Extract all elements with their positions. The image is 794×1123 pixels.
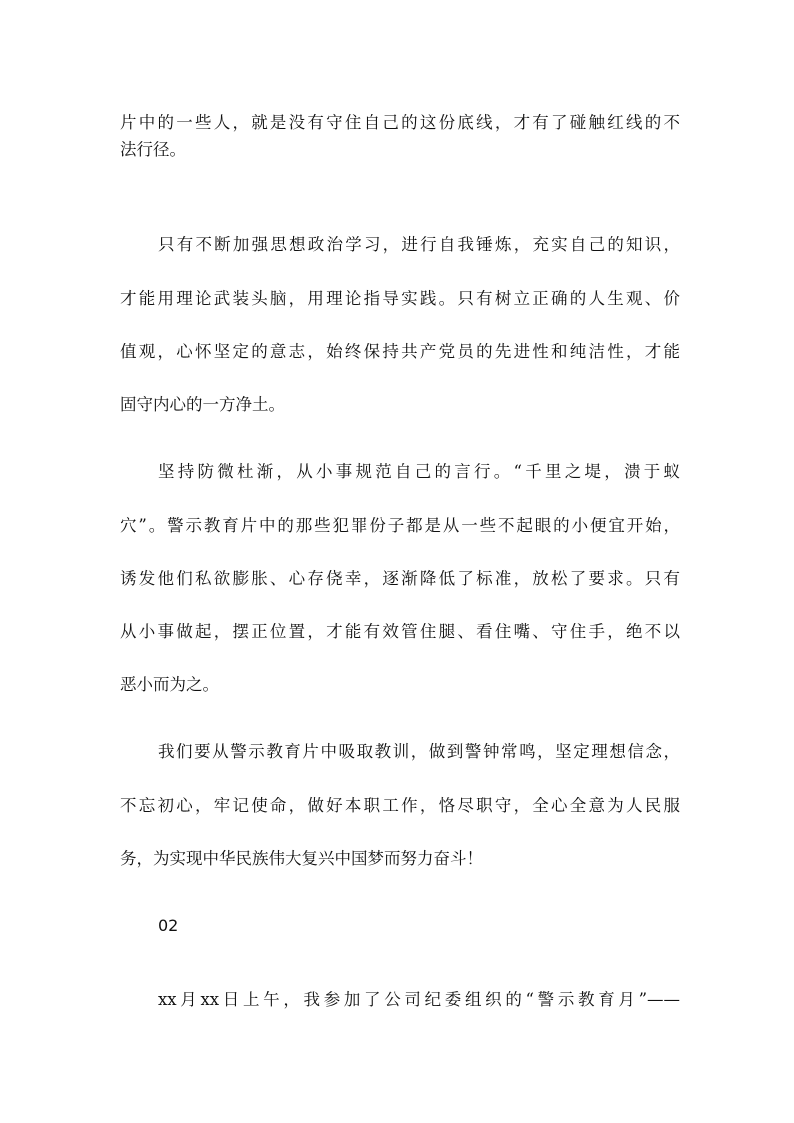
paragraph-1-line-1: 片中的一些人，就是没有守住自己的这份底线，才有了碰触红线的不	[120, 113, 680, 132]
paragraph-3-line-3: 诱发他们私欲膨胀、心存侥幸，逐渐降低了标准，放松了要求。只有	[120, 569, 680, 588]
paragraph-3-line-2: 穴”。警示教育片中的那些犯罪份子都是从一些不起眼的小便宜开始，	[120, 516, 680, 535]
paragraph-2-line-1: 只有不断加强思想政治学习，进行自我锤炼，充实自己的知识，	[158, 235, 680, 254]
paragraph-4-line-3: 务，为实现中华民族伟大复兴中国梦而努力奋斗！	[120, 849, 483, 868]
paragraph-5-line-1: xx月xx日上午，我参加了公司纪委组织的“警示教育月”——	[158, 990, 680, 1009]
section-heading: 02	[158, 916, 179, 935]
paragraph-4-line-1: 我们要从警示教育片中吸取教训，做到警钟常鸣，坚定理想信念，	[158, 742, 680, 761]
paragraph-1-line-2: 法行径。	[120, 140, 186, 159]
paragraph-2-line-3: 值观，心怀坚定的意志，始终保持共产党员的先进性和纯洁性，才能	[120, 342, 680, 361]
paragraph-2-line-4: 固守内心的一方净土。	[120, 395, 285, 414]
paragraph-3-line-5: 恶小而为之。	[120, 675, 219, 694]
paragraph-3-line-1: 坚持防微杜渐，从小事规范自己的言行。“千里之堤，溃于蚁	[158, 462, 680, 481]
paragraph-2-line-2: 才能用理论武装头脑，用理论指导实践。只有树立正确的人生观、价	[120, 289, 680, 308]
paragraph-4-line-2: 不忘初心，牢记使命，做好本职工作，恪尽职守，全心全意为人民服	[120, 796, 680, 815]
paragraph-3-line-4: 从小事做起，摆正位置，才能有效管住腿、看住嘴、守住手，绝不以	[120, 622, 680, 641]
